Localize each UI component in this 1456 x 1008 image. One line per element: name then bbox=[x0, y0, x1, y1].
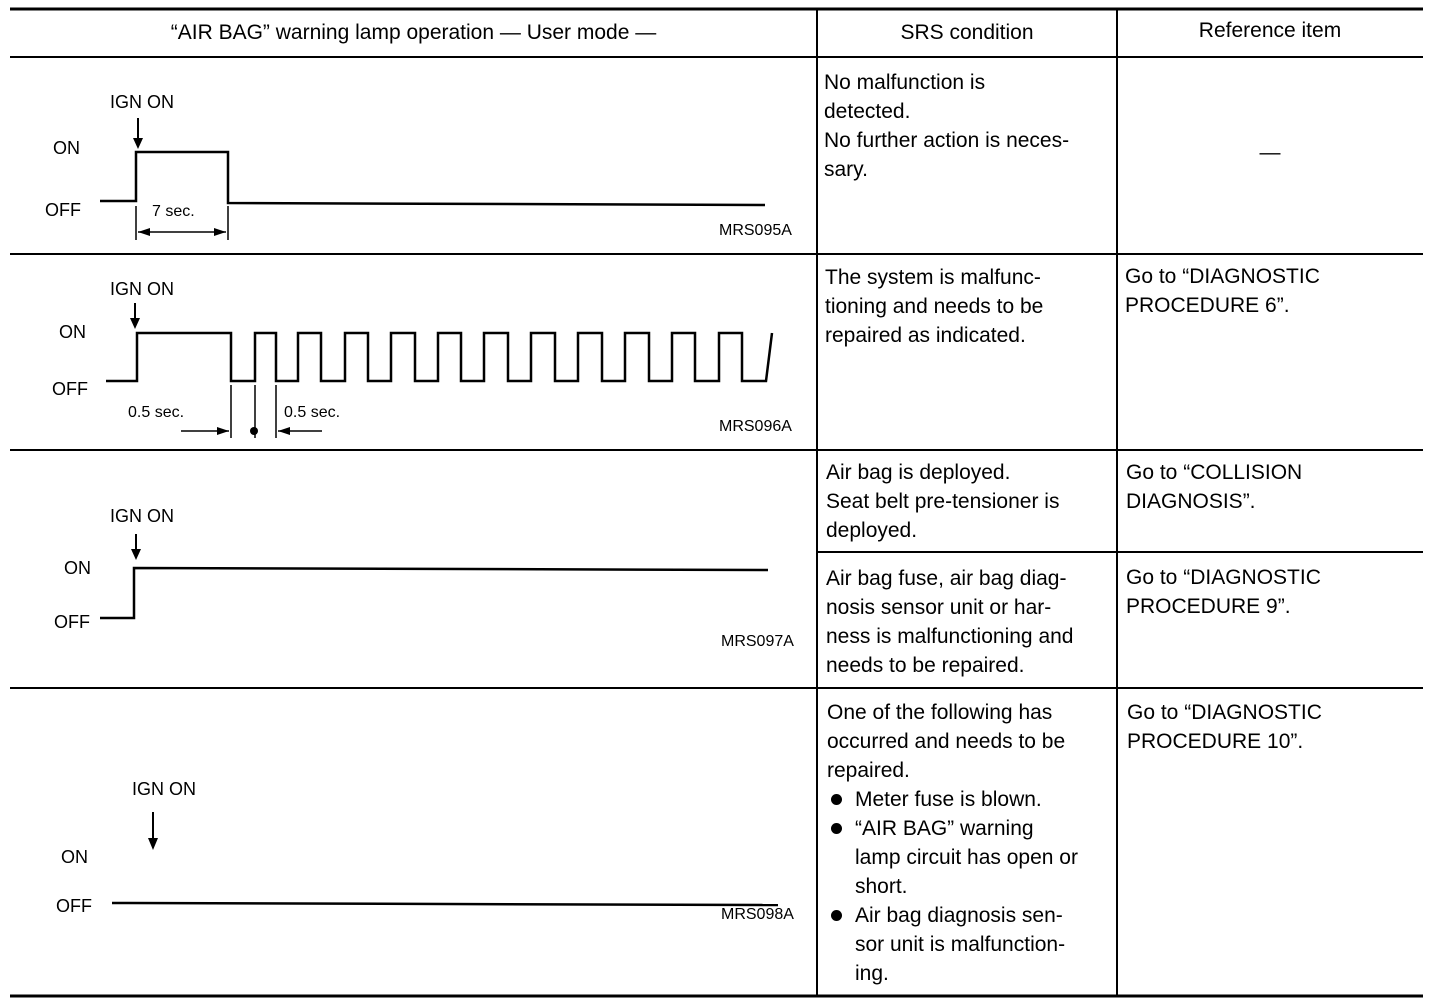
off-label-row4: OFF bbox=[56, 896, 92, 916]
figure-code-row1: MRS095A bbox=[719, 222, 792, 239]
off-label-row2: OFF bbox=[52, 379, 88, 399]
condition-line: detected. bbox=[824, 100, 911, 123]
bullet-line: ing. bbox=[855, 962, 889, 985]
condition-line: Seat belt pre-tensioner is bbox=[826, 490, 1060, 513]
ign-on-label-row1: IGN ON bbox=[110, 92, 175, 112]
bullet-line: “AIR BAG” warning bbox=[855, 817, 1034, 840]
reference-row1: — bbox=[1259, 141, 1281, 164]
off-label-row1: OFF bbox=[45, 200, 81, 220]
bullet-icon bbox=[831, 910, 842, 921]
waveform-row1 bbox=[100, 152, 765, 205]
condition-line: repaired. bbox=[827, 759, 910, 782]
on-label-row3: ON bbox=[64, 558, 91, 578]
condition-line: One of the following has bbox=[827, 701, 1053, 724]
srs-condition-row2 bbox=[825, 263, 1043, 350]
off-label-row3: OFF bbox=[54, 612, 90, 632]
timing-label-row1: 7 sec. bbox=[152, 203, 195, 220]
bullet-item bbox=[827, 814, 1078, 901]
reference-row4 bbox=[1127, 698, 1322, 756]
reference-line: Go to “COLLISION bbox=[1126, 461, 1303, 484]
reference-line: DIAGNOSIS”. bbox=[1126, 490, 1256, 513]
condition-line: tioning and needs to be bbox=[825, 295, 1044, 318]
bullet-item bbox=[827, 785, 1078, 814]
condition-line: No malfunction is bbox=[824, 71, 986, 94]
bullet-line: sor unit is malfunction- bbox=[855, 933, 1066, 956]
figure-code-row2: MRS096A bbox=[719, 418, 792, 435]
waveform-row3 bbox=[100, 568, 768, 618]
header-reference-item: Reference item bbox=[1198, 19, 1342, 42]
header-srs-condition: SRS condition bbox=[900, 21, 1034, 44]
condition-line: Air bag is deployed. bbox=[826, 461, 1011, 484]
condition-line: needs to be repaired. bbox=[826, 654, 1025, 677]
on-label-row1: ON bbox=[53, 138, 80, 158]
ign-on-label-row4: IGN ON bbox=[132, 779, 197, 799]
ign-arrowhead-row4 bbox=[148, 838, 158, 850]
ign-arrowhead-row3 bbox=[131, 549, 141, 560]
figure-code-row4: MRS098A bbox=[721, 906, 794, 923]
figure-code-row3: MRS097A bbox=[721, 633, 794, 650]
bullet-icon bbox=[831, 794, 842, 805]
bullet-icon bbox=[831, 823, 842, 834]
ign-arrowhead-row1 bbox=[133, 138, 143, 149]
reference-line: Go to “DIAGNOSTIC bbox=[1126, 566, 1321, 589]
ign-on-label-row3: IGN ON bbox=[110, 506, 175, 526]
reference-line: PROCEDURE 10”. bbox=[1127, 730, 1304, 753]
waveform-row4 bbox=[112, 903, 778, 905]
bullet-line: Meter fuse is blown. bbox=[855, 788, 1042, 811]
condition-line: occurred and needs to be bbox=[827, 730, 1066, 753]
reference-row3a bbox=[1126, 458, 1302, 516]
condition-line: repaired as indicated. bbox=[825, 324, 1026, 347]
reference-row3b bbox=[1126, 563, 1321, 621]
srs-condition-row3a bbox=[826, 458, 1059, 545]
reference-line: PROCEDURE 6”. bbox=[1125, 294, 1290, 317]
header-operation: “AIR BAG” warning lamp operation — User mode — bbox=[170, 21, 657, 44]
ign-on-label-row2: IGN ON bbox=[110, 279, 175, 299]
on-label-row4: ON bbox=[61, 847, 88, 867]
reference-line: Go to “DIAGNOSTIC bbox=[1127, 701, 1322, 724]
condition-line: ness is malfunctioning and bbox=[826, 625, 1074, 648]
bullet-item bbox=[827, 901, 1078, 988]
condition-line: No further action is neces- bbox=[824, 129, 1070, 152]
srs-condition-row3b bbox=[826, 564, 1073, 680]
ign-arrowhead-row2 bbox=[130, 318, 140, 329]
bullet-line: lamp circuit has open or bbox=[855, 846, 1078, 869]
reference-row2 bbox=[1125, 262, 1320, 320]
condition-line: nosis sensor unit or har- bbox=[826, 596, 1052, 619]
waveform-row2 bbox=[106, 333, 772, 381]
reference-line: PROCEDURE 9”. bbox=[1126, 595, 1291, 618]
condition-line: The system is malfunc- bbox=[825, 266, 1041, 289]
srs-condition-row1 bbox=[824, 68, 1069, 184]
condition-line: Air bag fuse, air bag diag- bbox=[826, 567, 1067, 590]
condition-line: deployed. bbox=[826, 519, 918, 542]
bullet-line: Air bag diagnosis sen- bbox=[855, 904, 1063, 927]
timing-label-row2-left: 0.5 sec. bbox=[128, 404, 185, 421]
reference-line: Go to “DIAGNOSTIC bbox=[1125, 265, 1320, 288]
on-label-row2: ON bbox=[59, 322, 86, 342]
condition-line: sary. bbox=[824, 158, 868, 181]
timing-label-row2-right: 0.5 sec. bbox=[284, 404, 341, 421]
srs-condition-row4 bbox=[827, 698, 1078, 988]
bullet-line: short. bbox=[855, 875, 908, 898]
